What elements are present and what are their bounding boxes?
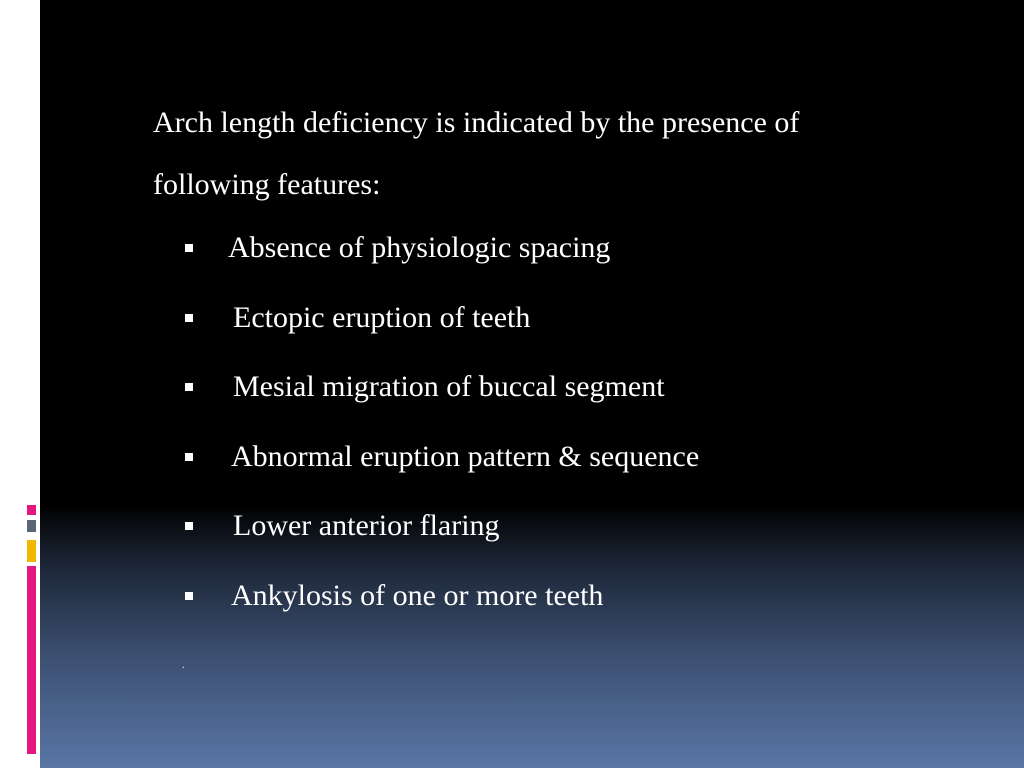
accent-mark-gray <box>27 520 36 532</box>
bullet-text: Ectopic eruption of teeth <box>233 301 531 334</box>
bullet-text: Mesial migration of buccal segment <box>233 370 665 403</box>
bullet-text: Ankylosis of one or more teeth <box>231 579 604 612</box>
square-bullet-icon <box>185 244 193 252</box>
square-bullet-icon <box>185 453 193 461</box>
decorative-bar <box>54 18 60 123</box>
bullet-text: Absence of physiologic spacing <box>228 231 611 264</box>
accent-mark-pink <box>27 505 36 515</box>
decorative-bar <box>70 18 73 123</box>
square-bullet-icon <box>185 314 193 322</box>
decorative-bar <box>63 18 67 123</box>
square-bullet-icon <box>185 592 193 600</box>
intro-text: Arch length deficiency is indicated by the presence of following features: <box>153 106 800 201</box>
bullet-text: Abnormal eruption pattern & sequence <box>231 440 700 473</box>
accent-mark-gold <box>27 540 36 562</box>
accent-bar-pink <box>27 566 36 754</box>
square-bullet-icon <box>185 522 193 530</box>
bullet-text: Lower anterior flaring <box>233 509 500 542</box>
decorative-bar <box>75 18 77 123</box>
trailing-dot: . <box>182 660 185 671</box>
square-bullet-icon <box>185 383 193 391</box>
